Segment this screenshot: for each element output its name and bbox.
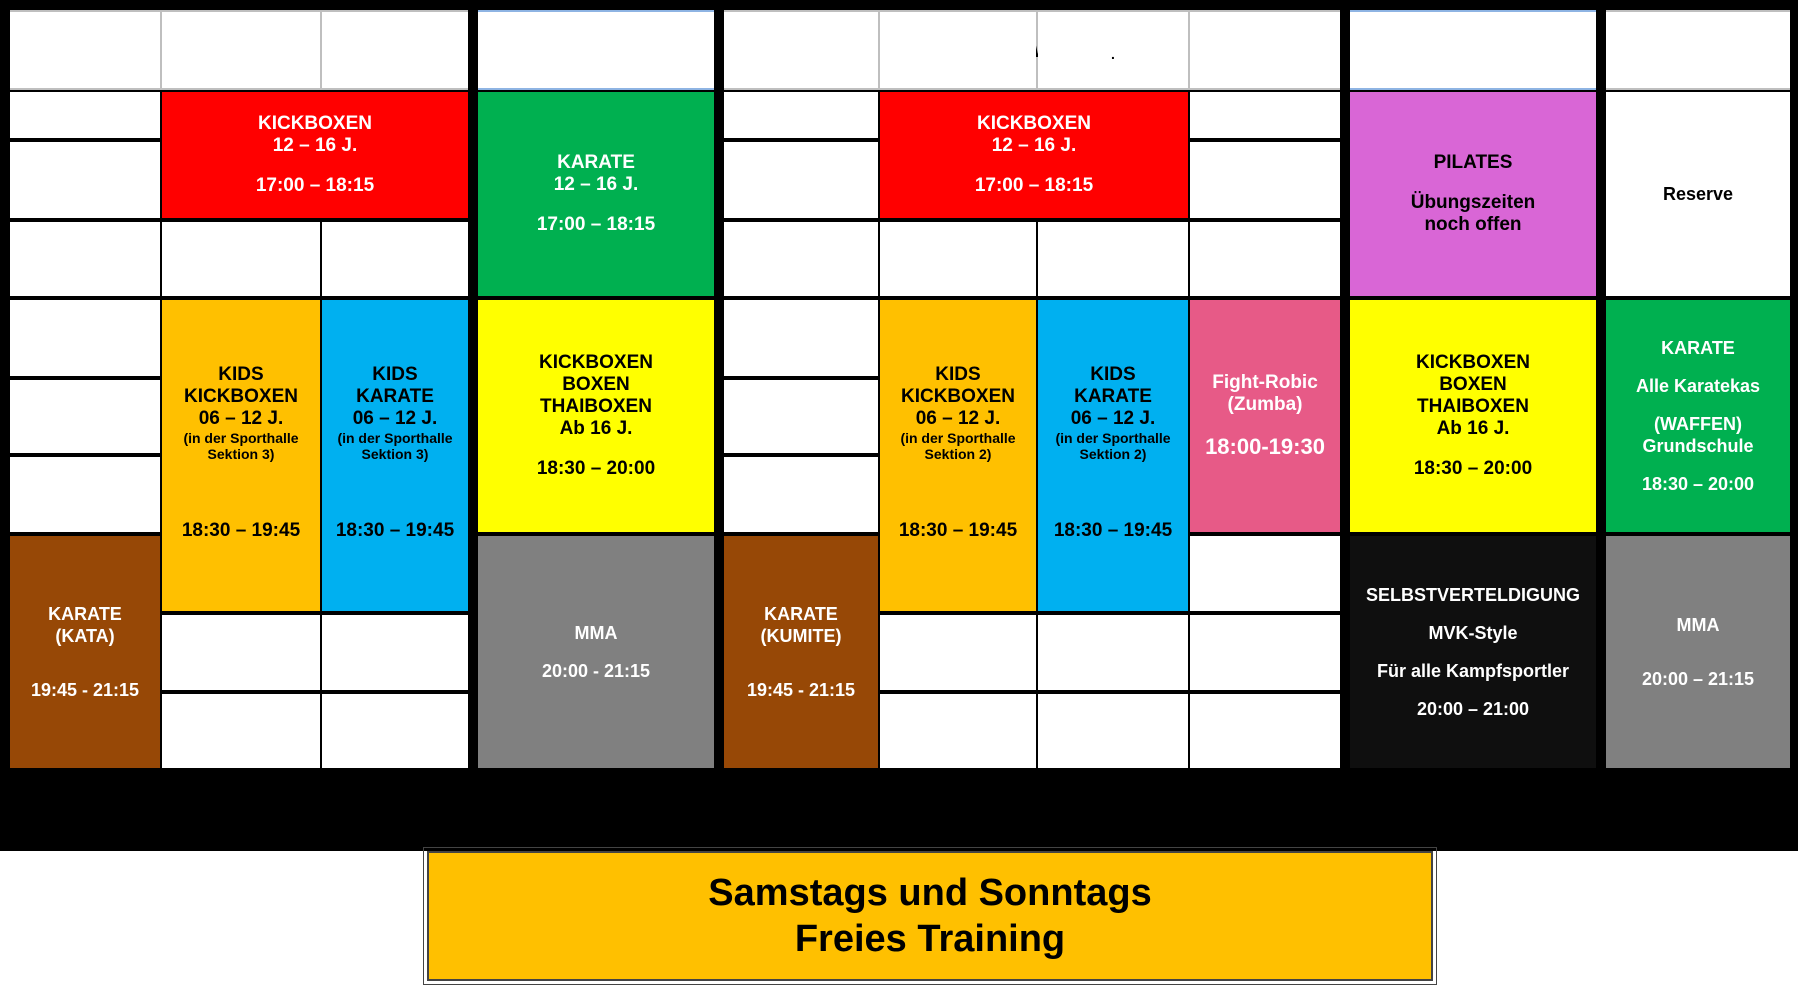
weekend-line-2: Freies Training xyxy=(794,918,1066,960)
empty-cell xyxy=(478,12,714,88)
class-time: 18:30 – 19:45 xyxy=(181,520,301,541)
class-line: 17:00 – 18:15 xyxy=(536,213,656,235)
empty-cell xyxy=(880,694,1036,768)
class-line: KICKBOXEN xyxy=(900,386,1015,407)
empty-cell xyxy=(724,300,878,376)
class-line: KICKBOXEN xyxy=(183,386,298,407)
empty-cell xyxy=(880,615,1036,690)
class-time: 18:30 – 19:45 xyxy=(1053,520,1173,541)
class-note: Sektion 2) xyxy=(1079,446,1147,462)
class-line: KICKBOXEN xyxy=(1415,352,1530,374)
class-line: Grundschule xyxy=(1642,436,1754,457)
class-line: 19:45 - 21:15 xyxy=(746,680,856,701)
class-line: 12 – 16 J. xyxy=(272,135,358,157)
empty-cell xyxy=(1190,615,1340,690)
empty-cell xyxy=(724,457,878,532)
empty-cell xyxy=(724,142,878,218)
empty-cell xyxy=(322,694,468,768)
empty-cell xyxy=(1190,222,1340,296)
empty-cell xyxy=(724,92,878,138)
class-note: Sektion 2) xyxy=(924,446,992,462)
class-line: (KUMITE) xyxy=(760,625,842,646)
class-line: (Zumba) xyxy=(1227,394,1303,416)
class-line: 18:30 – 20:00 xyxy=(536,457,656,479)
class-line: 18:30 – 20:00 xyxy=(1413,457,1533,479)
mittwoch-dot-cell xyxy=(1038,12,1188,88)
class-line: 19:45 - 21:15 xyxy=(30,680,140,701)
class-line: KIDS xyxy=(372,364,418,385)
class-line: KARATE xyxy=(764,603,838,624)
class-fr-reserve xyxy=(1606,92,1790,296)
class-line: PILATES xyxy=(1433,152,1513,174)
class-line: KARATE xyxy=(48,603,122,624)
class-note: (in der Sporthalle xyxy=(900,430,1016,446)
class-line: 06 – 12 J. xyxy=(915,408,1001,429)
empty-cell xyxy=(322,615,468,690)
empty-cell xyxy=(10,92,160,138)
class-mo-kids-kickboxen xyxy=(162,300,320,611)
class-note: Sektion 3) xyxy=(207,446,275,462)
class-line: KICKBOXEN xyxy=(538,352,653,374)
class-line: 20:00 - 21:15 xyxy=(541,661,651,682)
class-time: 18:30 – 19:45 xyxy=(335,520,455,541)
empty-cell xyxy=(1190,92,1340,138)
class-line: MVK-Style xyxy=(1428,622,1518,643)
empty-cell xyxy=(724,222,878,296)
class-time: 18:00-19:30 xyxy=(1205,433,1325,459)
class-line: Alle Karatekas xyxy=(1635,375,1761,396)
empty-cell xyxy=(1350,12,1596,88)
empty-cell xyxy=(724,12,878,88)
empty-cell xyxy=(1190,142,1340,218)
class-mi-karate-kumite xyxy=(724,536,878,768)
class-fr-karate xyxy=(1606,300,1790,532)
class-line: KARATE xyxy=(1074,386,1152,407)
empty-cell xyxy=(10,142,160,218)
class-line: 06 – 12 J. xyxy=(352,408,438,429)
empty-cell xyxy=(162,694,320,768)
class-line: 06 – 12 J. xyxy=(198,408,284,429)
dot-mark: . xyxy=(1111,46,1115,62)
class-line: MMA xyxy=(1676,614,1720,635)
class-line: BOXEN xyxy=(562,374,630,396)
class-di-mma xyxy=(478,536,714,768)
class-line: KARATE xyxy=(1661,337,1735,358)
empty-cell xyxy=(880,222,1036,296)
class-mo-karate-kata xyxy=(10,536,160,768)
empty-cell xyxy=(10,222,160,296)
empty-cell xyxy=(880,12,1036,88)
class-line: SELBSTVERTELDIGUNG xyxy=(1365,584,1580,605)
class-line: KIDS xyxy=(218,364,264,385)
class-do-selbstverteidigung xyxy=(1350,536,1596,768)
class-line: KIDS xyxy=(935,364,981,385)
class-line: Ab 16 J. xyxy=(559,418,633,440)
empty-cell xyxy=(10,457,160,532)
class-line: 17:00 – 18:15 xyxy=(974,174,1094,196)
empty-cell xyxy=(1038,615,1188,690)
class-line: Reserve xyxy=(1662,184,1734,204)
weekend-line-1: Samstags und Sonntags xyxy=(708,872,1152,914)
class-do-kickboxen xyxy=(1350,300,1596,532)
class-line: 17:00 – 18:15 xyxy=(255,174,375,196)
class-line: THAIBOXEN xyxy=(540,396,652,418)
class-mi-kids-kickboxen xyxy=(880,300,1036,611)
class-do-pilates xyxy=(1350,92,1596,296)
class-line: KIDS xyxy=(1090,364,1136,385)
class-line: KICKBOXEN xyxy=(257,113,372,135)
class-mi-kickboxen xyxy=(880,92,1188,218)
class-mo-kickboxen xyxy=(162,92,468,218)
class-line: 06 – 12 J. xyxy=(1070,408,1156,429)
class-line: KARATE xyxy=(356,386,434,407)
class-line: Für alle Kampfsportler xyxy=(1376,661,1570,682)
class-line: 20:00 – 21:00 xyxy=(1416,699,1530,720)
empty-cell xyxy=(1190,12,1340,88)
class-line: THAIBOXEN xyxy=(1417,396,1529,418)
class-note: (in der Sporthalle xyxy=(337,430,453,446)
empty-cell xyxy=(10,12,160,88)
class-line: 20:00 – 21:15 xyxy=(1641,669,1755,690)
empty-cell xyxy=(10,380,160,453)
class-line: Übungszeiten xyxy=(1410,191,1536,213)
class-mi-fight-robic xyxy=(1190,300,1340,532)
weekend-banner xyxy=(427,851,1433,981)
empty-cell xyxy=(724,380,878,453)
class-mi-kids-karate xyxy=(1038,300,1188,611)
class-line: KICKBOXEN xyxy=(976,113,1091,135)
class-line: KARATE xyxy=(557,152,635,174)
empty-cell xyxy=(162,615,320,690)
class-time: 18:30 – 19:45 xyxy=(898,520,1018,541)
class-note: (in der Sporthalle xyxy=(183,430,299,446)
empty-cell xyxy=(1190,694,1340,768)
empty-cell xyxy=(1606,12,1790,88)
class-note: (in der Sporthalle xyxy=(1055,430,1171,446)
empty-cell xyxy=(162,12,320,88)
class-line: 12 – 16 J. xyxy=(991,135,1077,157)
class-line: (KATA) xyxy=(55,625,115,646)
empty-cell xyxy=(162,222,320,296)
empty-cell xyxy=(10,300,160,376)
class-line: BOXEN xyxy=(1439,374,1507,396)
class-note: Sektion 3) xyxy=(361,446,429,462)
empty-cell xyxy=(1190,536,1340,611)
class-fr-mma xyxy=(1606,536,1790,768)
class-di-karate xyxy=(478,92,714,296)
class-line: Ab 16 J. xyxy=(1436,418,1510,440)
class-mo-kids-karate xyxy=(322,300,468,611)
empty-cell xyxy=(322,222,468,296)
empty-cell xyxy=(1038,694,1188,768)
class-line: 12 – 16 J. xyxy=(553,174,639,196)
empty-cell xyxy=(1038,222,1188,296)
class-line: MMA xyxy=(574,622,618,643)
class-line: (WAFFEN) xyxy=(1654,414,1742,435)
empty-cell xyxy=(322,12,468,88)
class-line: Fight-Robic xyxy=(1212,372,1318,394)
class-di-kickboxen xyxy=(478,300,714,532)
class-line: 18:30 – 20:00 xyxy=(1641,474,1755,495)
class-line: noch offen xyxy=(1424,213,1522,235)
